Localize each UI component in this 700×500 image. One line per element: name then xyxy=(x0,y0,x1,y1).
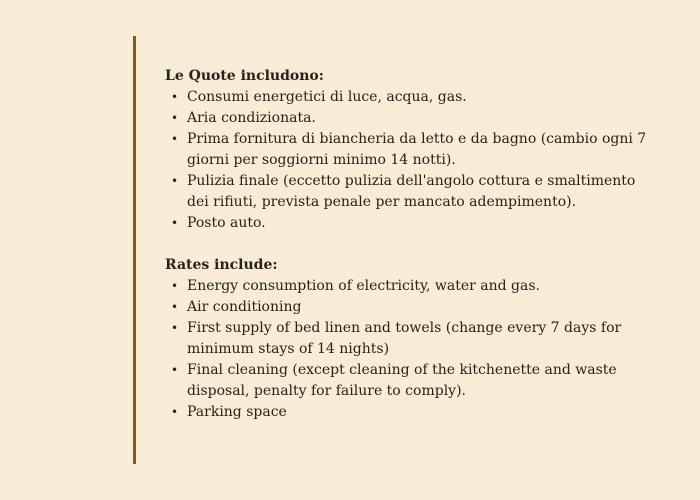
bullet-icon: • xyxy=(171,405,179,419)
bullet-icon: • xyxy=(171,90,179,104)
italian-section-title: Le Quote includono: xyxy=(165,68,324,84)
list-item xyxy=(165,129,655,171)
english-section xyxy=(165,255,655,423)
bullet-icon: • xyxy=(171,279,179,293)
list-item-text: Energy consumption of electricity, water and gas. xyxy=(187,278,541,294)
list-item-text: Pulizia finale (eccetto pulizia dell'angolo cottura e smaltimento dei rifiuti, prevista penale per mancato adempimento). xyxy=(187,173,636,210)
list-item-text: Consumi energetici di luce, acqua, gas. xyxy=(187,89,467,105)
english-list xyxy=(165,276,655,423)
bullet-icon: • xyxy=(171,321,179,335)
list-item xyxy=(165,171,655,213)
list-item xyxy=(165,213,655,234)
italian-section xyxy=(165,66,655,234)
list-item-text: Final cleaning (except cleaning of the kitchenette and waste disposal, penalty for failure to comply). xyxy=(187,362,617,399)
list-item xyxy=(165,402,655,423)
rates-content xyxy=(165,66,655,423)
bullet-icon: • xyxy=(171,132,179,146)
list-item xyxy=(165,360,655,402)
list-item-text: Prima fornitura di biancheria da letto e da bagno (cambio ogni 7 giorni per soggiorni minimo 14 notti). xyxy=(187,131,647,168)
english-section-title: Rates include: xyxy=(165,257,278,273)
bullet-icon: • xyxy=(171,174,179,188)
list-item-text: Posto auto. xyxy=(187,215,266,231)
list-item xyxy=(165,87,655,108)
italian-list xyxy=(165,87,655,234)
bullet-icon: • xyxy=(171,300,179,314)
vertical-accent-line xyxy=(133,36,136,464)
list-item-text: First supply of bed linen and towels (change every 7 days for minimum stays of 14 nights) xyxy=(187,320,622,357)
list-item-text: Air conditioning xyxy=(187,299,302,315)
list-item xyxy=(165,297,655,318)
bullet-icon: • xyxy=(171,363,179,377)
list-item-text: Aria condizionata. xyxy=(187,110,316,126)
list-item xyxy=(165,318,655,360)
bullet-icon: • xyxy=(171,111,179,125)
list-item xyxy=(165,276,655,297)
bullet-icon: • xyxy=(171,216,179,230)
list-item-text: Parking space xyxy=(187,404,287,420)
list-item xyxy=(165,108,655,129)
